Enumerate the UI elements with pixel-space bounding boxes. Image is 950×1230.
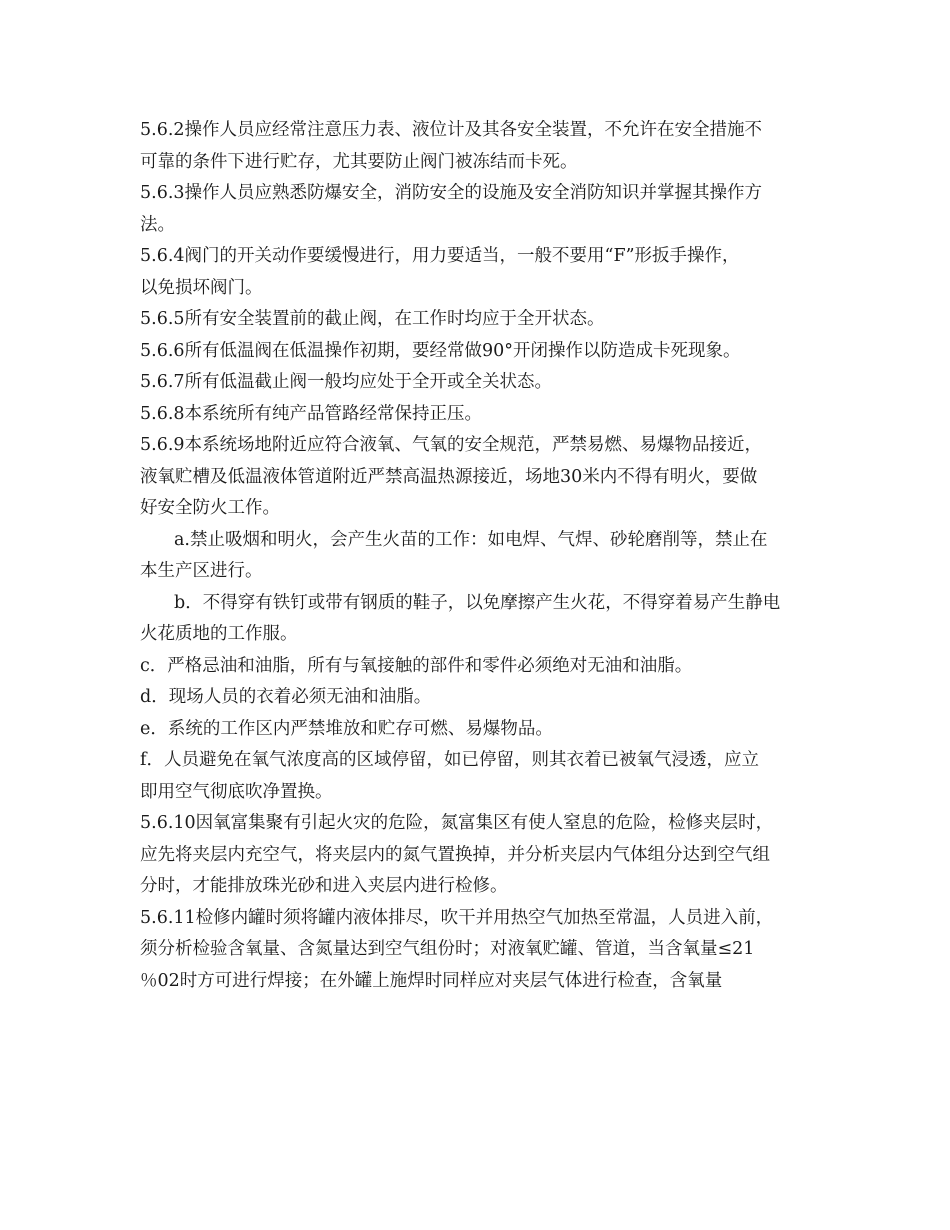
- text-line-5-6-10-cont-1: 应先将夹层内充空气，将夹层内的氮气置换掉，并分析夹层内气体组分达到空气组: [140, 844, 770, 865]
- text-line-5-6-2-cont: 可靠的条件下进行贮存，尤其要防止阀门被冻结而卡死。: [140, 151, 578, 172]
- text-line-item-a: a.禁止吸烟和明火，会产生火苗的工作：如电焊、气焊、砂轮磨削等，禁止在: [174, 529, 768, 550]
- document-body: [140, 115, 830, 997]
- text-line-5-6-3: 5.6.3操作人员应熟悉防爆安全，消防安全的设施及安全消防知识并掌握其操作方: [140, 183, 763, 203]
- text-line-5-6-3-cont: 法。: [140, 214, 175, 235]
- text-line-item-b: b．不得穿有铁钉或带有钢质的鞋子，以免摩擦产生火花，不得穿着易产生静电: [174, 592, 781, 613]
- text-line-5-6-2: 5.6.2操作人员应经常注意压力表、液位计及其各安全装置，不允许在安全措施不: [140, 120, 763, 140]
- text-line-item-f: f．人员避免在氧气浓度高的区域停留，如已停留，则其衣着已被氧气浸透，应立: [140, 750, 759, 770]
- text-line-5-6-10: 5.6.10因氧富集聚有引起火灾的危险，氮富集区有使人窒息的危险，检修夹层时，: [140, 813, 774, 833]
- text-line-5-6-6: 5.6.6所有低温阀在低温操作初期，要经常做90°开闭操作以防造成卡死现象。: [140, 340, 741, 361]
- text-line-5-6-11: 5.6.11检修内罐时须将罐内液体排尽，吹干并用热空气加热至常温，人员进入前，: [140, 907, 774, 928]
- text-line-5-6-7: 5.6.7所有低温截止阀一般均应处于全开或全关状态。: [140, 372, 553, 392]
- text-line-item-b-cont: 火花质地的工作服。: [140, 624, 298, 644]
- text-line-5-6-8: 5.6.8本系统所有纯产品管路经常保持正压。: [140, 403, 483, 424]
- text-line-item-d: d．现场人员的衣着必须无油和油脂。: [140, 687, 432, 707]
- text-line-5-6-9-cont-1: 液氧贮槽及低温液体管道附近严禁高温热源接近，场地30米内不得有明火，要做: [140, 466, 758, 487]
- text-line-5-6-4-cont: 以免损坏阀门。: [140, 277, 263, 298]
- text-line-item-e: e．系统的工作区内严禁堆放和贮存可燃、易爆物品。: [140, 718, 553, 739]
- text-line-item-f-cont: 即用空气彻底吹净置换。: [140, 781, 333, 802]
- text-line-5-6-11-cont-1: 须分析检验含氧量、含氮量达到空气组份时；对液氧贮罐、管道，当含氧量≤21: [140, 939, 755, 959]
- text-line-item-c: c．严格忌油和油脂，所有与氧接触的部件和零件必须绝对无油和油脂。: [140, 655, 693, 676]
- text-line-5-6-11-cont-2: ％02时方可进行焊接；在外罐上施焊时同样应对夹层气体进行检查，含氧量: [140, 970, 723, 991]
- text-line-5-6-9: 5.6.9本系统场地附近应符合液氧、气氧的安全规范，严禁易燃、易爆物品接近，: [140, 435, 763, 455]
- text-line-5-6-9-cont-2: 好安全防火工作。: [140, 498, 280, 518]
- text-line-5-6-10-cont-2: 分时，才能排放珠光砂和进入夹层内进行检修。: [140, 876, 508, 896]
- text-line-5-6-4: 5.6.4阀门的开关动作要缓慢进行，用力要适当，一般不要用“F”形扳手操作，: [140, 246, 740, 266]
- text-line-5-6-5: 5.6.5所有安全装置前的截止阀，在工作时均应于全开状态。: [140, 309, 605, 329]
- text-line-item-a-cont: 本生产区进行。: [140, 561, 263, 581]
